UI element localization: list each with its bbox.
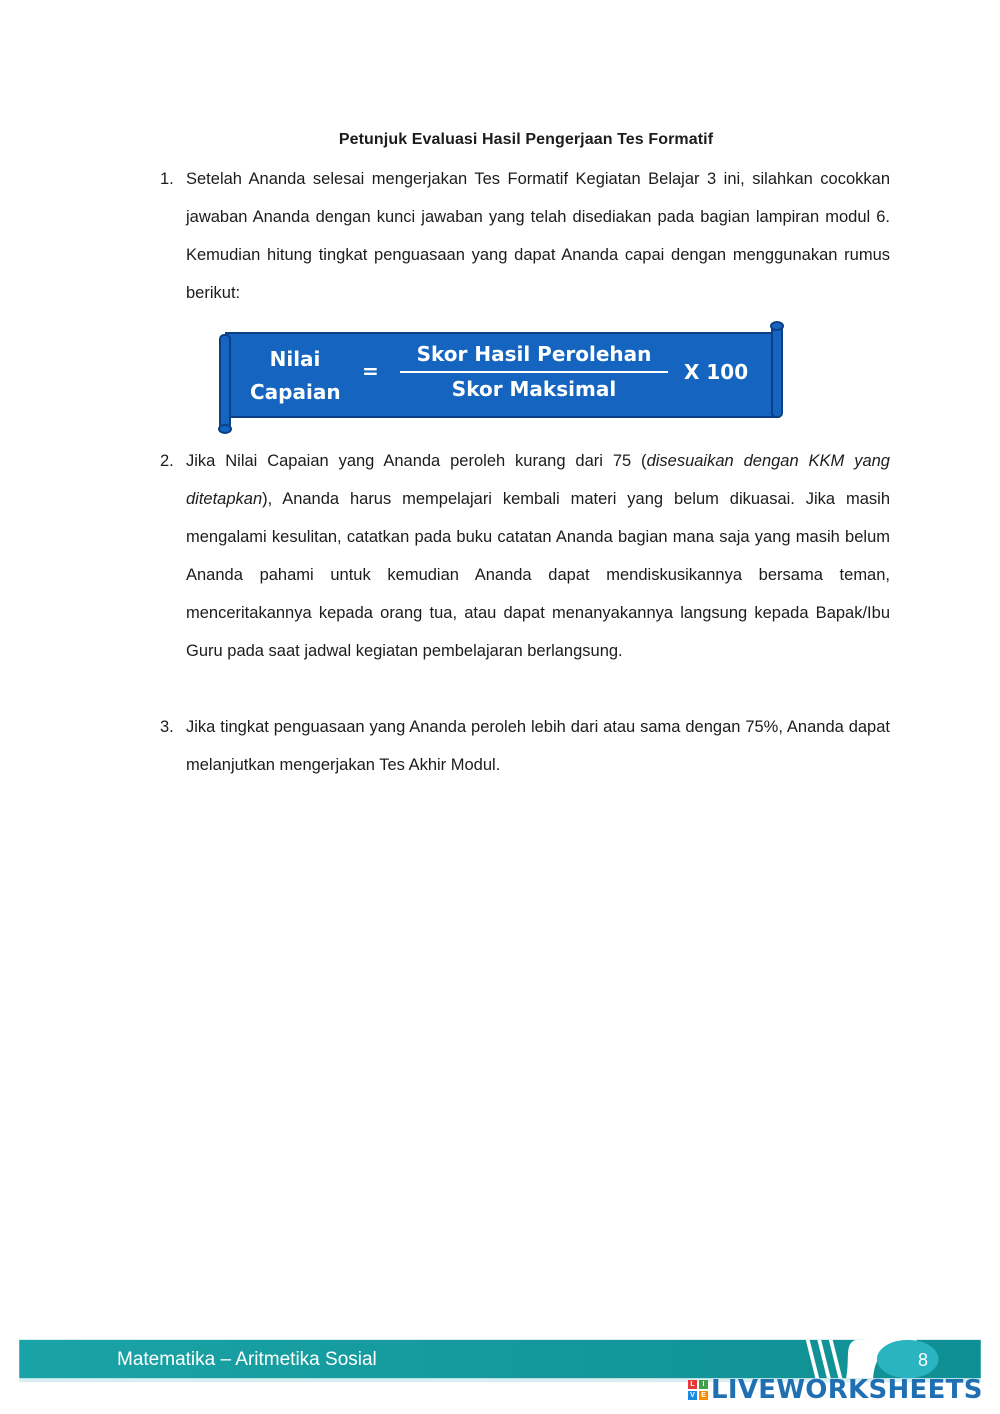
formula-banner [212,317,788,437]
list-text [186,442,890,670]
list-text-part: ), Ananda harus mempelajari kembali materi yang belum dikuasai. Jika masih mengalami kesulitan, catatkan pada buku catatan Ananda bagian mana saja yang masih belum Ananda pahami untuk kemudian Ananda dapat mendiskusikannya bersama teman, menceritakannya kepada orang tua, atau dapat menanyakannya langsung kepada Bapak/Ibu Guru pada saat jadwal kegiatan pembelajaran berlangsung. [186,490,890,660]
fraction-bar [400,371,668,373]
page-title: Petunjuk Evaluasi Hasil Pengerjaan Tes Formatif [338,131,714,148]
liveworksheets-logo-icon: L I V E [688,1380,708,1400]
footer-subject: Matematika – Aritmetika Sosial [117,1349,377,1370]
formula-left-line1: Nilai [269,347,321,371]
list-item [160,442,890,670]
formula-left-line2: Capaian [250,380,341,404]
formula-multiplier: X 100 [684,360,749,384]
list-item [160,708,890,784]
formula-numerator: Skor Hasil Perolehan [416,342,652,366]
liveworksheets-watermark [688,1375,983,1405]
page-number: 8 [918,1350,929,1370]
list-text-part: Jika Nilai Capaian yang Ananda peroleh kurang dari 75 ( [186,452,647,470]
list-number: 2. [160,452,174,470]
formula-left [250,343,340,409]
list-text-italic: disesuaikan dengan KKM yang ditetapkan [186,452,890,508]
watermark-text: LIVEWORKSHEETS [711,1375,983,1405]
list-text: Setelah Ananda selesai mengerjakan Tes Formatif Kegiatan Belajar 3 ini, silahkan cocokkan jawaban Ananda dengan kunci jawaban yang telah disediakan pada bagian lampiran modul 6. Kemudian hitung tingkat penguasaan yang dapat Ananda capai dengan menggunakan rumus berikut: [186,170,890,302]
list-number: 3. [160,718,174,736]
formula-denominator: Skor Maksimal [451,377,617,401]
formula-equals: = [362,359,379,383]
list-text: Jika tingkat penguasaan yang Ananda peroleh lebih dari atau sama dengan 75%, Ananda dapat melanjutkan mengerjakan Tes Akhir Modul. [186,718,890,774]
list-number: 1. [160,170,174,188]
list-item [160,160,890,312]
